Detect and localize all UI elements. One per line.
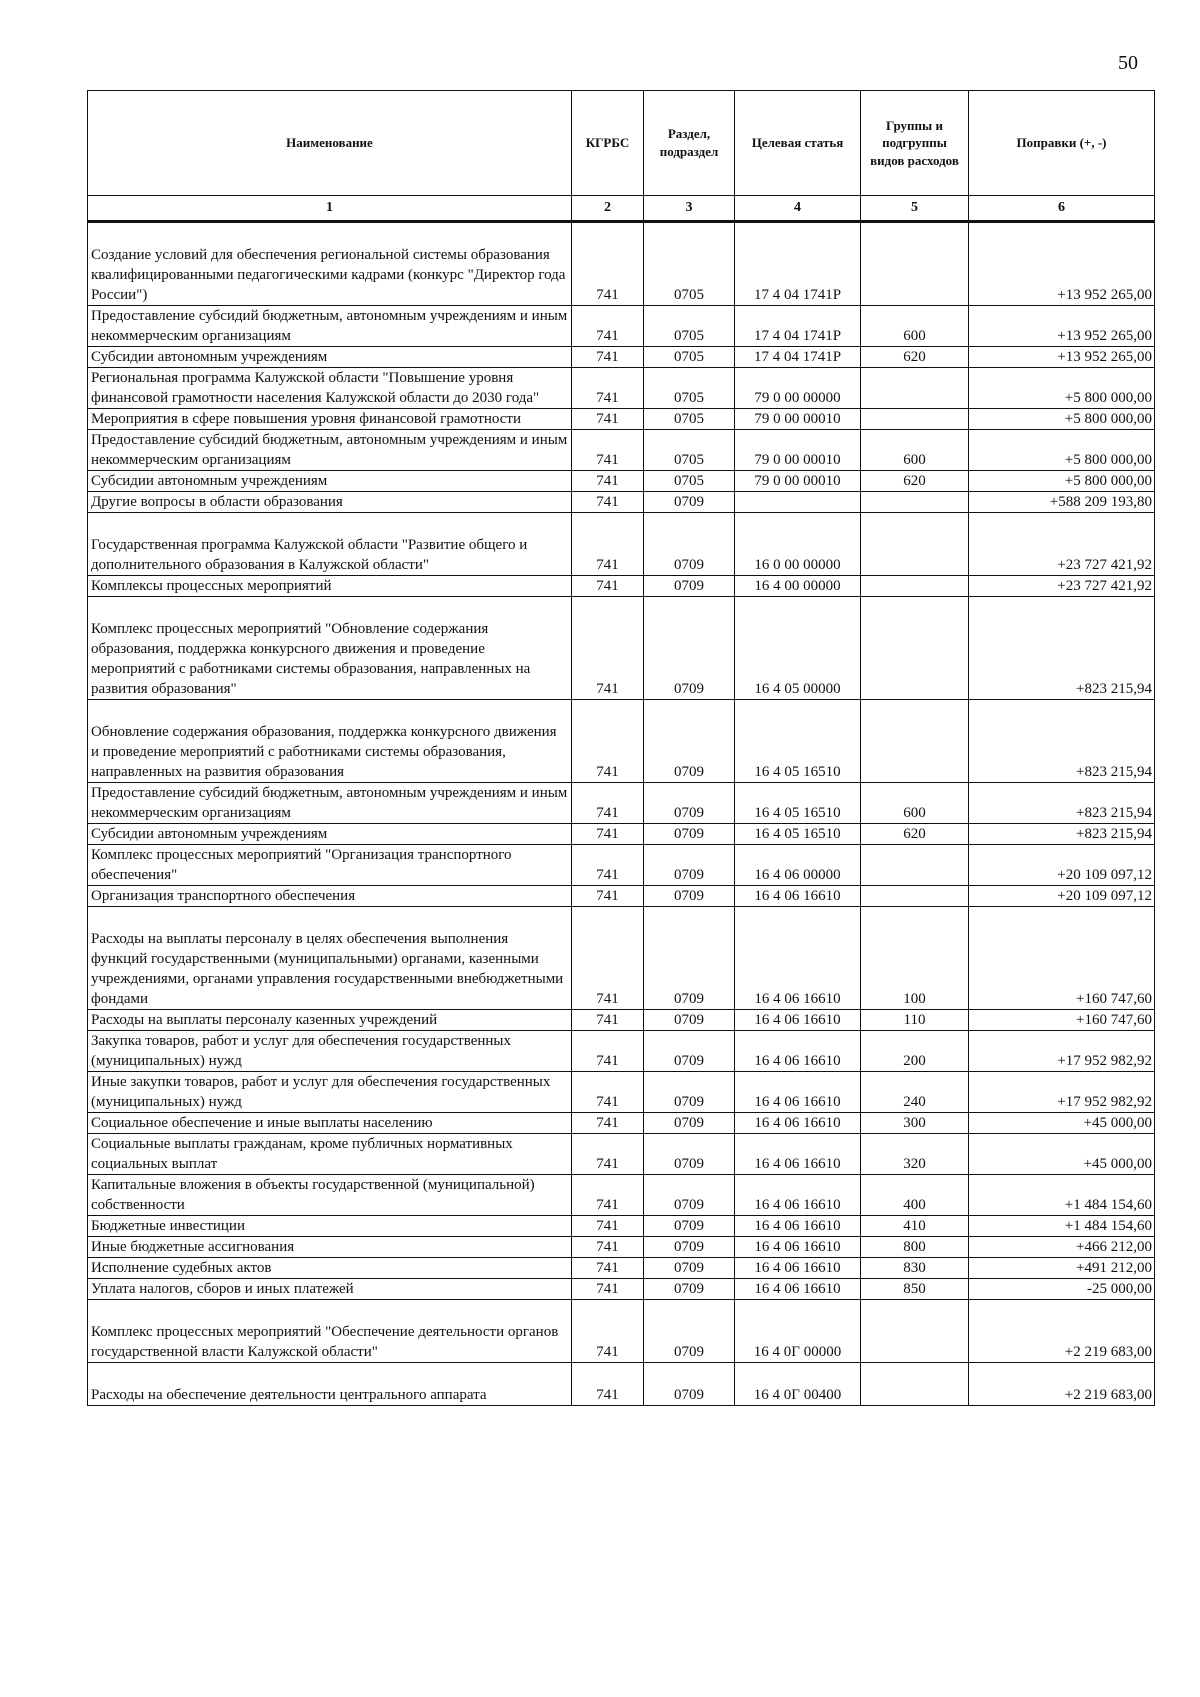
spacer-cell: [735, 700, 861, 723]
row-section: 0709: [644, 722, 735, 783]
row-section: 0709: [644, 1113, 735, 1134]
row-kgrbs: 741: [572, 886, 644, 907]
row-amount: +5 800 000,00: [969, 368, 1155, 409]
row-target: 16 4 06 16610: [735, 1010, 861, 1031]
row-amount: +466 212,00: [969, 1237, 1155, 1258]
row-section: 0709: [644, 1010, 735, 1031]
row-section: 0709: [644, 1031, 735, 1072]
row-target: 16 4 05 16510: [735, 783, 861, 824]
spacer-cell: [969, 513, 1155, 536]
table-row: [88, 1237, 1155, 1258]
row-group: [861, 492, 969, 513]
row-kgrbs: 741: [572, 929, 644, 1010]
row-target: 16 4 06 16610: [735, 929, 861, 1010]
row-kgrbs: 741: [572, 1175, 644, 1216]
table-row: [88, 783, 1155, 824]
table-row: [88, 1031, 1155, 1072]
table-row-spacer: [88, 1300, 1155, 1323]
header-groups: Группы и подгруппы видов расходов: [861, 91, 969, 196]
row-section: 0709: [644, 619, 735, 700]
spacer-cell: [735, 1300, 861, 1323]
row-name: Комплексы процессных мероприятий: [88, 576, 572, 597]
row-kgrbs: 741: [572, 1134, 644, 1175]
table-row: [88, 929, 1155, 1010]
row-target: 16 4 05 00000: [735, 619, 861, 700]
table-row: [88, 245, 1155, 306]
row-group: 100: [861, 929, 969, 1010]
header-section: Раздел, подраздел: [644, 91, 735, 196]
row-target: 79 0 00 00010: [735, 430, 861, 471]
row-target: 79 0 00 00010: [735, 409, 861, 430]
row-group: 830: [861, 1258, 969, 1279]
col-number: 6: [969, 196, 1155, 222]
row-target: 16 4 0Г 00400: [735, 1385, 861, 1406]
table-row: [88, 1258, 1155, 1279]
spacer-cell: [88, 513, 572, 536]
row-target: 16 0 00 00000: [735, 535, 861, 576]
row-kgrbs: 741: [572, 430, 644, 471]
row-section: 0709: [644, 824, 735, 845]
row-group: 800: [861, 1237, 969, 1258]
row-kgrbs: 741: [572, 471, 644, 492]
page-number: 50: [1118, 52, 1138, 74]
spacer-cell: [572, 700, 644, 723]
row-group: [861, 845, 969, 886]
header-kgrbs: КГРБС: [572, 91, 644, 196]
row-name: Бюджетные инвестиции: [88, 1216, 572, 1237]
row-target: 16 4 06 00000: [735, 845, 861, 886]
row-section: 0709: [644, 535, 735, 576]
spacer-cell: [88, 907, 572, 930]
col-number: 2: [572, 196, 644, 222]
row-amount: +45 000,00: [969, 1134, 1155, 1175]
spacer-cell: [88, 222, 572, 246]
spacer-cell: [572, 1363, 644, 1386]
row-section: 0705: [644, 306, 735, 347]
spacer-cell: [644, 222, 735, 246]
table-row: [88, 1175, 1155, 1216]
spacer-cell: [969, 1363, 1155, 1386]
row-name: Организация транспортного обеспечения: [88, 886, 572, 907]
row-group: [861, 535, 969, 576]
row-amount: +588 209 193,80: [969, 492, 1155, 513]
row-group: 600: [861, 306, 969, 347]
row-group: 410: [861, 1216, 969, 1237]
row-amount: +823 215,94: [969, 619, 1155, 700]
row-kgrbs: 741: [572, 1072, 644, 1113]
row-name: Обновление содержания образования, поддержка конкурсного движения и проведение мероприятий с работниками системы образования, направленных на развития образования: [88, 722, 572, 783]
row-amount: +5 800 000,00: [969, 409, 1155, 430]
row-amount: +823 215,94: [969, 783, 1155, 824]
spacer-cell: [969, 597, 1155, 620]
table-row: [88, 347, 1155, 368]
spacer-cell: [969, 907, 1155, 930]
row-kgrbs: 741: [572, 535, 644, 576]
spacer-cell: [735, 907, 861, 930]
row-target: 16 4 06 16610: [735, 1258, 861, 1279]
col-number: 5: [861, 196, 969, 222]
row-amount: +160 747,60: [969, 1010, 1155, 1031]
table-row: [88, 845, 1155, 886]
row-group: [861, 576, 969, 597]
budget-amendments-table: [87, 90, 1155, 1406]
row-group: 400: [861, 1175, 969, 1216]
row-name: Исполнение судебных актов: [88, 1258, 572, 1279]
row-kgrbs: 741: [572, 845, 644, 886]
row-target: 16 4 06 16610: [735, 1237, 861, 1258]
row-name: Предоставление субсидий бюджетным, автономным учреждениям и иным некоммерческим организациям: [88, 783, 572, 824]
row-name: Субсидии автономным учреждениям: [88, 824, 572, 845]
row-name: Субсидии автономным учреждениям: [88, 347, 572, 368]
row-amount: +13 952 265,00: [969, 245, 1155, 306]
row-kgrbs: 741: [572, 1385, 644, 1406]
table-row-spacer: [88, 1363, 1155, 1386]
row-amount: +823 215,94: [969, 722, 1155, 783]
header-amend: Поправки (+, -): [969, 91, 1155, 196]
row-amount: +17 952 982,92: [969, 1031, 1155, 1072]
row-name: Закупка товаров, работ и услуг для обеспечения государственных (муниципальных) нужд: [88, 1031, 572, 1072]
row-group: [861, 409, 969, 430]
row-amount: +13 952 265,00: [969, 347, 1155, 368]
row-target: 16 4 06 16610: [735, 1279, 861, 1300]
row-kgrbs: 741: [572, 619, 644, 700]
row-target: 79 0 00 00000: [735, 368, 861, 409]
row-target: 17 4 04 1741Р: [735, 245, 861, 306]
row-section: 0705: [644, 245, 735, 306]
row-name: Предоставление субсидий бюджетным, автономным учреждениям и иным некоммерческим организациям: [88, 430, 572, 471]
row-group: 240: [861, 1072, 969, 1113]
row-target: 17 4 04 1741Р: [735, 347, 861, 368]
row-name: Капитальные вложения в объекты государственной (муниципальной) собственности: [88, 1175, 572, 1216]
spacer-cell: [88, 597, 572, 620]
row-name: Социальные выплаты гражданам, кроме публичных нормативных социальных выплат: [88, 1134, 572, 1175]
table-row: [88, 492, 1155, 513]
spacer-cell: [644, 597, 735, 620]
row-group: 110: [861, 1010, 969, 1031]
spacer-cell: [969, 700, 1155, 723]
row-section: 0709: [644, 1258, 735, 1279]
spacer-cell: [735, 597, 861, 620]
table-row: [88, 1072, 1155, 1113]
row-section: 0709: [644, 929, 735, 1010]
row-kgrbs: 741: [572, 245, 644, 306]
table-row: [88, 1113, 1155, 1134]
row-name: Иные закупки товаров, работ и услуг для обеспечения государственных (муниципальных) нужд: [88, 1072, 572, 1113]
row-group: [861, 1385, 969, 1406]
table-row-spacer: [88, 700, 1155, 723]
row-group: 600: [861, 430, 969, 471]
row-group: 600: [861, 783, 969, 824]
row-section: 0709: [644, 845, 735, 886]
row-amount: +23 727 421,92: [969, 576, 1155, 597]
row-group: 200: [861, 1031, 969, 1072]
row-kgrbs: 741: [572, 1258, 644, 1279]
row-group: 620: [861, 347, 969, 368]
row-amount: +2 219 683,00: [969, 1322, 1155, 1363]
row-kgrbs: 741: [572, 1010, 644, 1031]
row-amount: +1 484 154,60: [969, 1216, 1155, 1237]
header-name: Наименование: [88, 91, 572, 196]
table-row: [88, 1322, 1155, 1363]
row-target: 16 4 06 16610: [735, 1134, 861, 1175]
row-name: Расходы на выплаты персоналу казенных учреждений: [88, 1010, 572, 1031]
row-group: [861, 368, 969, 409]
row-name: Уплата налогов, сборов и иных платежей: [88, 1279, 572, 1300]
header-target: Целевая статья: [735, 91, 861, 196]
row-kgrbs: 741: [572, 1322, 644, 1363]
row-group: 620: [861, 471, 969, 492]
row-target: 16 4 06 16610: [735, 1216, 861, 1237]
row-name: Предоставление субсидий бюджетным, автономным учреждениям и иным некоммерческим организациям: [88, 306, 572, 347]
table-row-spacer: [88, 513, 1155, 536]
spacer-cell: [861, 1363, 969, 1386]
row-target: 16 4 06 16610: [735, 1175, 861, 1216]
row-target: 16 4 05 16510: [735, 824, 861, 845]
col-number: 3: [644, 196, 735, 222]
spacer-cell: [644, 1300, 735, 1323]
row-group: 320: [861, 1134, 969, 1175]
row-target: 16 4 05 16510: [735, 722, 861, 783]
row-kgrbs: 741: [572, 306, 644, 347]
spacer-cell: [735, 1363, 861, 1386]
row-name: Комплекс процессных мероприятий "Обеспечение деятельности органов государственной власти Калужской области": [88, 1322, 572, 1363]
col-number: 4: [735, 196, 861, 222]
row-section: 0709: [644, 1072, 735, 1113]
spacer-cell: [88, 1300, 572, 1323]
row-kgrbs: 741: [572, 824, 644, 845]
row-group: [861, 886, 969, 907]
table-row: [88, 722, 1155, 783]
row-amount: +5 800 000,00: [969, 471, 1155, 492]
row-name: Расходы на обеспечение деятельности центрального аппарата: [88, 1385, 572, 1406]
row-amount: +45 000,00: [969, 1113, 1155, 1134]
row-section: 0705: [644, 409, 735, 430]
row-kgrbs: 741: [572, 1237, 644, 1258]
row-target: 17 4 04 1741Р: [735, 306, 861, 347]
row-name: Создание условий для обеспечения региональной системы образования квалифицированными педагогическими кадрами (конкурс "Директор года России"): [88, 245, 572, 306]
row-group: 300: [861, 1113, 969, 1134]
spacer-cell: [572, 222, 644, 246]
table-row: [88, 1279, 1155, 1300]
row-group: [861, 722, 969, 783]
row-kgrbs: 741: [572, 1216, 644, 1237]
spacer-cell: [969, 222, 1155, 246]
row-name: Субсидии автономным учреждениям: [88, 471, 572, 492]
spacer-cell: [861, 700, 969, 723]
spacer-cell: [644, 907, 735, 930]
spacer-cell: [572, 907, 644, 930]
row-section: 0709: [644, 492, 735, 513]
spacer-cell: [572, 1300, 644, 1323]
table-row: [88, 409, 1155, 430]
row-kgrbs: 741: [572, 1113, 644, 1134]
row-section: 0709: [644, 1279, 735, 1300]
table-row-spacer: [88, 222, 1155, 246]
row-name: Мероприятия в сфере повышения уровня финансовой грамотности: [88, 409, 572, 430]
row-target: [735, 492, 861, 513]
row-section: 0709: [644, 783, 735, 824]
row-section: 0705: [644, 430, 735, 471]
row-name: Комплекс процессных мероприятий "Обновление содержания образования, поддержка конкурсного движения и проведение мероприятий с работниками системы образования, направленных на развития образования": [88, 619, 572, 700]
row-target: 79 0 00 00010: [735, 471, 861, 492]
row-group: [861, 619, 969, 700]
spacer-cell: [861, 222, 969, 246]
row-section: 0709: [644, 576, 735, 597]
spacer-cell: [735, 513, 861, 536]
row-amount: +5 800 000,00: [969, 430, 1155, 471]
row-target: 16 4 0Г 00000: [735, 1322, 861, 1363]
table-row: [88, 886, 1155, 907]
table-row: [88, 1010, 1155, 1031]
row-group: [861, 1322, 969, 1363]
row-amount: +20 109 097,12: [969, 886, 1155, 907]
spacer-cell: [88, 700, 572, 723]
row-name: Социальное обеспечение и иные выплаты населению: [88, 1113, 572, 1134]
row-amount: -25 000,00: [969, 1279, 1155, 1300]
col-number: 1: [88, 196, 572, 222]
row-name: Другие вопросы в области образования: [88, 492, 572, 513]
row-target: 16 4 06 16610: [735, 886, 861, 907]
row-group: 850: [861, 1279, 969, 1300]
row-section: 0709: [644, 1322, 735, 1363]
row-name: Расходы на выплаты персоналу в целях обеспечения выполнения функций государственными (муниципальными) органами, казенными учреждениями, органами управления государственными внебюджетными фондами: [88, 929, 572, 1010]
row-section: 0709: [644, 1385, 735, 1406]
row-name: Государственная программа Калужской области "Развитие общего и дополнительного образования в Калужской области": [88, 535, 572, 576]
spacer-cell: [644, 700, 735, 723]
table-row: [88, 306, 1155, 347]
table-row: [88, 535, 1155, 576]
table-row: [88, 824, 1155, 845]
row-section: 0709: [644, 1134, 735, 1175]
row-section: 0709: [644, 1216, 735, 1237]
table-row-spacer: [88, 907, 1155, 930]
row-kgrbs: 741: [572, 368, 644, 409]
table-row: [88, 471, 1155, 492]
row-group: [861, 245, 969, 306]
row-amount: +20 109 097,12: [969, 845, 1155, 886]
row-target: 16 4 06 16610: [735, 1072, 861, 1113]
row-group: 620: [861, 824, 969, 845]
row-amount: +1 484 154,60: [969, 1175, 1155, 1216]
row-section: 0705: [644, 347, 735, 368]
row-kgrbs: 741: [572, 576, 644, 597]
table-row: [88, 368, 1155, 409]
spacer-cell: [861, 597, 969, 620]
spacer-cell: [969, 1300, 1155, 1323]
row-section: 0705: [644, 368, 735, 409]
spacer-cell: [572, 513, 644, 536]
row-kgrbs: 741: [572, 409, 644, 430]
row-name: Иные бюджетные ассигнования: [88, 1237, 572, 1258]
row-kgrbs: 741: [572, 783, 644, 824]
row-kgrbs: 741: [572, 492, 644, 513]
table-row: [88, 1385, 1155, 1406]
row-amount: +17 952 982,92: [969, 1072, 1155, 1113]
row-section: 0705: [644, 471, 735, 492]
row-section: 0709: [644, 1237, 735, 1258]
row-amount: +2 219 683,00: [969, 1385, 1155, 1406]
spacer-cell: [572, 597, 644, 620]
table-row-spacer: [88, 597, 1155, 620]
row-target: 16 4 06 16610: [735, 1113, 861, 1134]
table-row: [88, 1216, 1155, 1237]
spacer-cell: [644, 1363, 735, 1386]
row-amount: +823 215,94: [969, 824, 1155, 845]
row-section: 0709: [644, 1175, 735, 1216]
table-header: [88, 91, 1155, 222]
spacer-cell: [88, 1363, 572, 1386]
row-amount: +13 952 265,00: [969, 306, 1155, 347]
row-kgrbs: 741: [572, 1279, 644, 1300]
row-kgrbs: 741: [572, 347, 644, 368]
table-row: [88, 430, 1155, 471]
spacer-cell: [644, 513, 735, 536]
row-section: 0709: [644, 886, 735, 907]
row-kgrbs: 741: [572, 1031, 644, 1072]
table-row: [88, 1134, 1155, 1175]
spacer-cell: [861, 1300, 969, 1323]
row-kgrbs: 741: [572, 722, 644, 783]
row-name: Комплекс процессных мероприятий "Организация транспортного обеспечения": [88, 845, 572, 886]
spacer-cell: [735, 222, 861, 246]
row-amount: +491 212,00: [969, 1258, 1155, 1279]
table-body: [88, 222, 1155, 1406]
spacer-cell: [861, 513, 969, 536]
row-target: 16 4 06 16610: [735, 1031, 861, 1072]
row-amount: +160 747,60: [969, 929, 1155, 1010]
spacer-cell: [861, 907, 969, 930]
table-row: [88, 576, 1155, 597]
table-row: [88, 619, 1155, 700]
row-name: Региональная программа Калужской области "Повышение уровня финансовой грамотности населения Калужской области до 2030 года": [88, 368, 572, 409]
row-amount: +23 727 421,92: [969, 535, 1155, 576]
row-target: 16 4 00 00000: [735, 576, 861, 597]
